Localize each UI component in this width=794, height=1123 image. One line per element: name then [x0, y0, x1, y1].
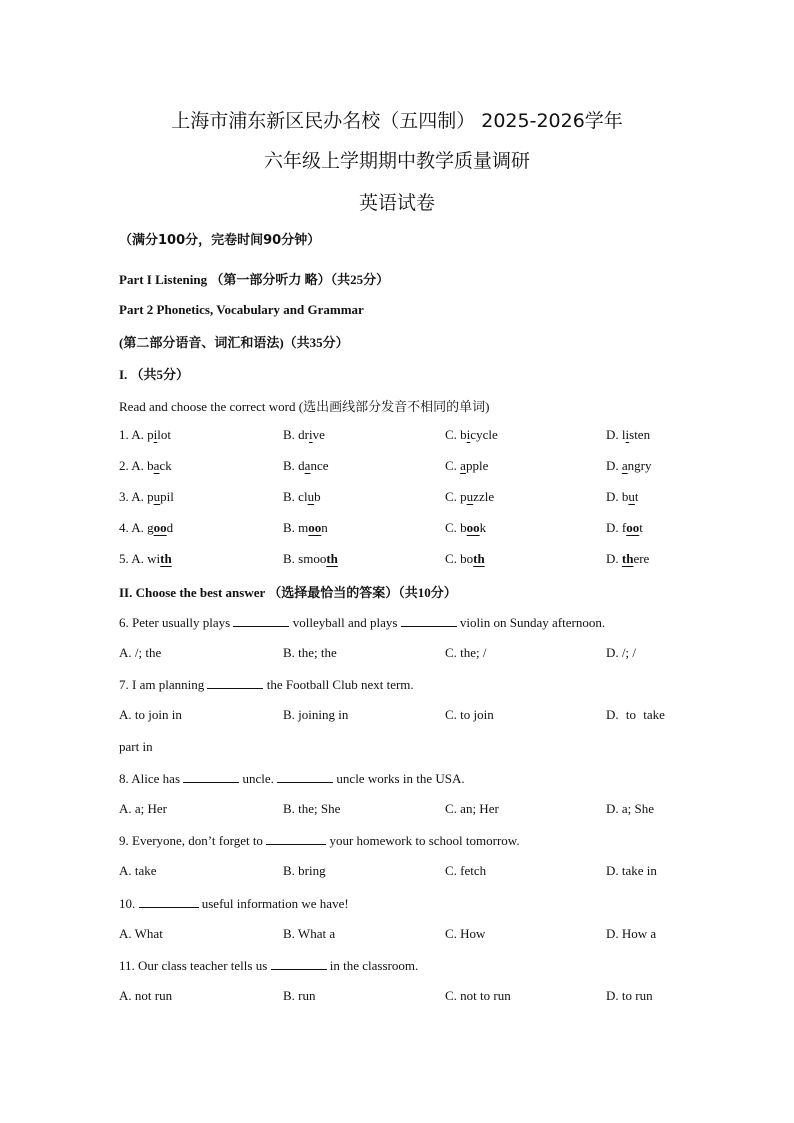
- q5-option-b: [283, 551, 338, 567]
- q6-option-d: D. /; /: [606, 645, 636, 660]
- option-letter: B.: [283, 458, 299, 473]
- q11-option-a: A. not run: [119, 988, 173, 1003]
- q3-option-a: [119, 489, 174, 505]
- option-letter: 2. A.: [119, 458, 148, 473]
- option-letter: B.: [283, 551, 299, 566]
- q11-option-b: B. run: [283, 988, 316, 1003]
- q4-option-c: [445, 520, 486, 536]
- q1-option-b: [283, 427, 325, 443]
- word-part: ere: [633, 551, 650, 566]
- word-part: g: [147, 520, 154, 535]
- underlined-part: th: [326, 551, 338, 566]
- stem-text: 8. Alice has: [119, 771, 184, 786]
- q8-option-d: D. a; She: [606, 801, 655, 816]
- q7-option-b: B. joining in: [283, 707, 349, 722]
- answer-blank: [401, 614, 457, 627]
- word-part: pple: [465, 458, 489, 473]
- q8-option-c: C. an; Her: [445, 801, 499, 816]
- underlined-part: th: [160, 551, 172, 566]
- option-letter: 5. A.: [119, 551, 148, 566]
- q2-option-d: [606, 458, 652, 474]
- word-part: m: [298, 520, 309, 535]
- stem-text: your homework to school tomorrow.: [326, 833, 520, 848]
- q9-stem: [119, 832, 520, 849]
- underlined-part: i: [309, 427, 313, 442]
- word-part: t: [639, 520, 643, 535]
- q6-option-b: B. the; the: [283, 645, 337, 660]
- underlined-part: i: [153, 427, 158, 442]
- stem-text: 7. I am planning: [119, 677, 208, 692]
- underlined-part: i: [466, 427, 471, 442]
- word-part: f: [621, 520, 627, 535]
- q7-option-d-wrap: part in: [119, 739, 153, 754]
- stem-text: the Football Club next term.: [263, 677, 414, 692]
- q11-option-c: C. not to run: [445, 988, 511, 1003]
- q9-option-b: B. bring: [283, 863, 326, 878]
- word-part: nce: [310, 458, 329, 473]
- word-part: bo: [460, 551, 474, 566]
- q7-option-c: C. to join: [445, 707, 494, 722]
- underlined-part: oo: [466, 520, 480, 535]
- q4-option-b: [283, 520, 328, 536]
- q6-stem: [119, 614, 605, 631]
- underlined-part: u: [466, 489, 474, 504]
- stem-text: useful information we have!: [198, 896, 349, 911]
- word-part: b: [147, 458, 154, 473]
- word-part: smoo: [298, 551, 327, 566]
- stem-text: uncle.: [239, 771, 278, 786]
- score-note: （满分100分，完卷时间90分钟）: [119, 233, 321, 248]
- section1-heading: I. （共5分）: [119, 367, 190, 382]
- answer-blank: [207, 676, 263, 689]
- q9-option-d: D. take in: [606, 863, 657, 878]
- option-letter: B.: [283, 427, 299, 442]
- q5-option-d: [606, 551, 649, 567]
- q1-option-c: [445, 427, 498, 443]
- word-part: b: [621, 489, 629, 504]
- q4-option-d: [606, 520, 643, 536]
- stem-text: 6. Peter usually plays: [119, 615, 234, 630]
- q10-option-c: C. How: [445, 926, 486, 941]
- q8-option-a: A. a; Her: [119, 801, 168, 816]
- part1-label: Part I Listening （第一部分听力 略）（共25分）: [119, 272, 390, 287]
- word-part: p: [147, 489, 154, 504]
- q11-stem: [119, 957, 418, 974]
- answer-blank: [183, 770, 239, 783]
- stem-text: uncle works in the USA.: [333, 771, 465, 786]
- option-letter: D.: [606, 520, 622, 535]
- word-part: dr: [298, 427, 310, 442]
- q10-option-d: D. How a: [606, 926, 657, 941]
- word-part: b: [460, 520, 467, 535]
- underlined-part: u: [628, 489, 635, 504]
- exam-title-line1: 上海市浦东新区民办名校（五四制） 2025-2026学年: [171, 110, 623, 132]
- word-part: n: [321, 520, 328, 535]
- underlined-part: th: [621, 551, 634, 566]
- q1-option-d: [606, 427, 650, 443]
- part2-label: Part 2 Phonetics, Vocabulary and Grammar: [119, 302, 364, 317]
- option-letter: C.: [445, 427, 461, 442]
- underlined-part: oo: [308, 520, 322, 535]
- word-part: sten: [629, 427, 651, 442]
- answer-blank: [139, 895, 199, 908]
- part2-subtitle: (第二部分语音、词汇和语法)（共35分）: [119, 335, 349, 350]
- stem-text: 9. Everyone, don’t forget to: [119, 833, 267, 848]
- section1-instruction: Read and choose the correct word (选出画线部分发音不相同的单词): [119, 399, 490, 414]
- q9-option-c: C. fetch: [445, 863, 487, 878]
- option-letter: D.: [606, 551, 622, 566]
- exam-title-line3: 英语试卷: [358, 192, 435, 214]
- q11-option-d: D. to run: [606, 988, 653, 1003]
- q9-option-a: A. take: [119, 863, 157, 878]
- stem-text: violin on Sunday afternoon.: [456, 615, 606, 630]
- word-part: p: [460, 489, 467, 504]
- option-letter: 3. A.: [119, 489, 148, 504]
- stem-text: 10.: [119, 896, 139, 911]
- underlined-part: a: [460, 458, 466, 473]
- q3-option-c: [445, 489, 494, 505]
- word-part: t: [634, 489, 639, 504]
- word-part: ck: [159, 458, 172, 473]
- stem-text: volleyball and plays: [289, 615, 401, 630]
- q5-option-a: [119, 551, 172, 567]
- option-letter: C.: [445, 458, 461, 473]
- option-letter: D.: [606, 427, 622, 442]
- word-part: ve: [312, 427, 325, 442]
- word-part: pil: [160, 489, 174, 504]
- word-part: ngry: [627, 458, 652, 473]
- q2-option-c: [445, 458, 488, 474]
- section2-heading: II. Choose the best answer （选择最恰当的答案）（共10分）: [119, 585, 457, 600]
- underlined-part: oo: [153, 520, 167, 535]
- answer-blank: [266, 832, 326, 845]
- q2-option-a: [119, 458, 172, 474]
- answer-blank: [277, 770, 333, 783]
- underlined-part: a: [304, 458, 311, 473]
- q7-option-a: A. to join in: [119, 707, 182, 722]
- option-letter: 4. A.: [119, 520, 148, 535]
- answer-blank: [233, 614, 289, 627]
- word-part: lot: [157, 427, 172, 442]
- underlined-part: u: [153, 489, 161, 504]
- q5-option-c: [445, 551, 485, 567]
- q7-stem: [119, 676, 414, 693]
- underlined-part: oo: [626, 520, 640, 535]
- word-part: zzle: [473, 489, 495, 504]
- exam-title-line2: 六年级上学期期中教学质量调研: [263, 150, 530, 172]
- underlined-part: i: [625, 427, 630, 442]
- underlined-part: a: [153, 458, 160, 473]
- q2-option-b: [283, 458, 329, 474]
- option-letter: C.: [445, 551, 461, 566]
- answer-blank: [271, 957, 327, 970]
- word-part: cycle: [470, 427, 498, 442]
- word-part: k: [479, 520, 487, 535]
- question-number: 1. A.: [119, 427, 144, 442]
- word-part: l: [621, 427, 626, 442]
- word-part: b: [460, 427, 467, 442]
- underlined-part: th: [473, 551, 485, 566]
- q10-option-b: B. What a: [283, 926, 336, 941]
- underlined-part: u: [307, 489, 315, 504]
- underlined-part: a: [621, 458, 628, 473]
- option-letter: D.: [606, 489, 622, 504]
- stem-text: in the classroom.: [326, 958, 419, 973]
- q10-option-a: A. What: [119, 926, 163, 941]
- q3-option-d: [606, 489, 639, 505]
- option-letter: B.: [283, 489, 299, 504]
- word-part: p: [147, 427, 154, 442]
- q10-stem: [119, 895, 349, 912]
- q8-option-b: B. the; She: [283, 801, 341, 816]
- word-part: d: [298, 458, 305, 473]
- option-letter: C.: [445, 520, 461, 535]
- word-part: wi: [147, 551, 161, 566]
- word-part: b: [314, 489, 321, 504]
- q7-option-d: D. to take: [606, 707, 665, 722]
- word-part: cl: [298, 489, 308, 504]
- q1-option-a: [119, 427, 171, 443]
- stem-text: 11. Our class teacher tells us: [119, 958, 271, 973]
- option-letter: D.: [606, 458, 622, 473]
- q4-option-a: [119, 520, 173, 536]
- word-part: d: [166, 520, 174, 535]
- q6-option-a: A. /; the: [119, 645, 162, 660]
- option-letter: C.: [445, 489, 461, 504]
- q3-option-b: [283, 489, 321, 505]
- q6-option-c: C. the; /: [445, 645, 487, 660]
- option-letter: B.: [283, 520, 299, 535]
- q8-stem: [119, 770, 465, 787]
